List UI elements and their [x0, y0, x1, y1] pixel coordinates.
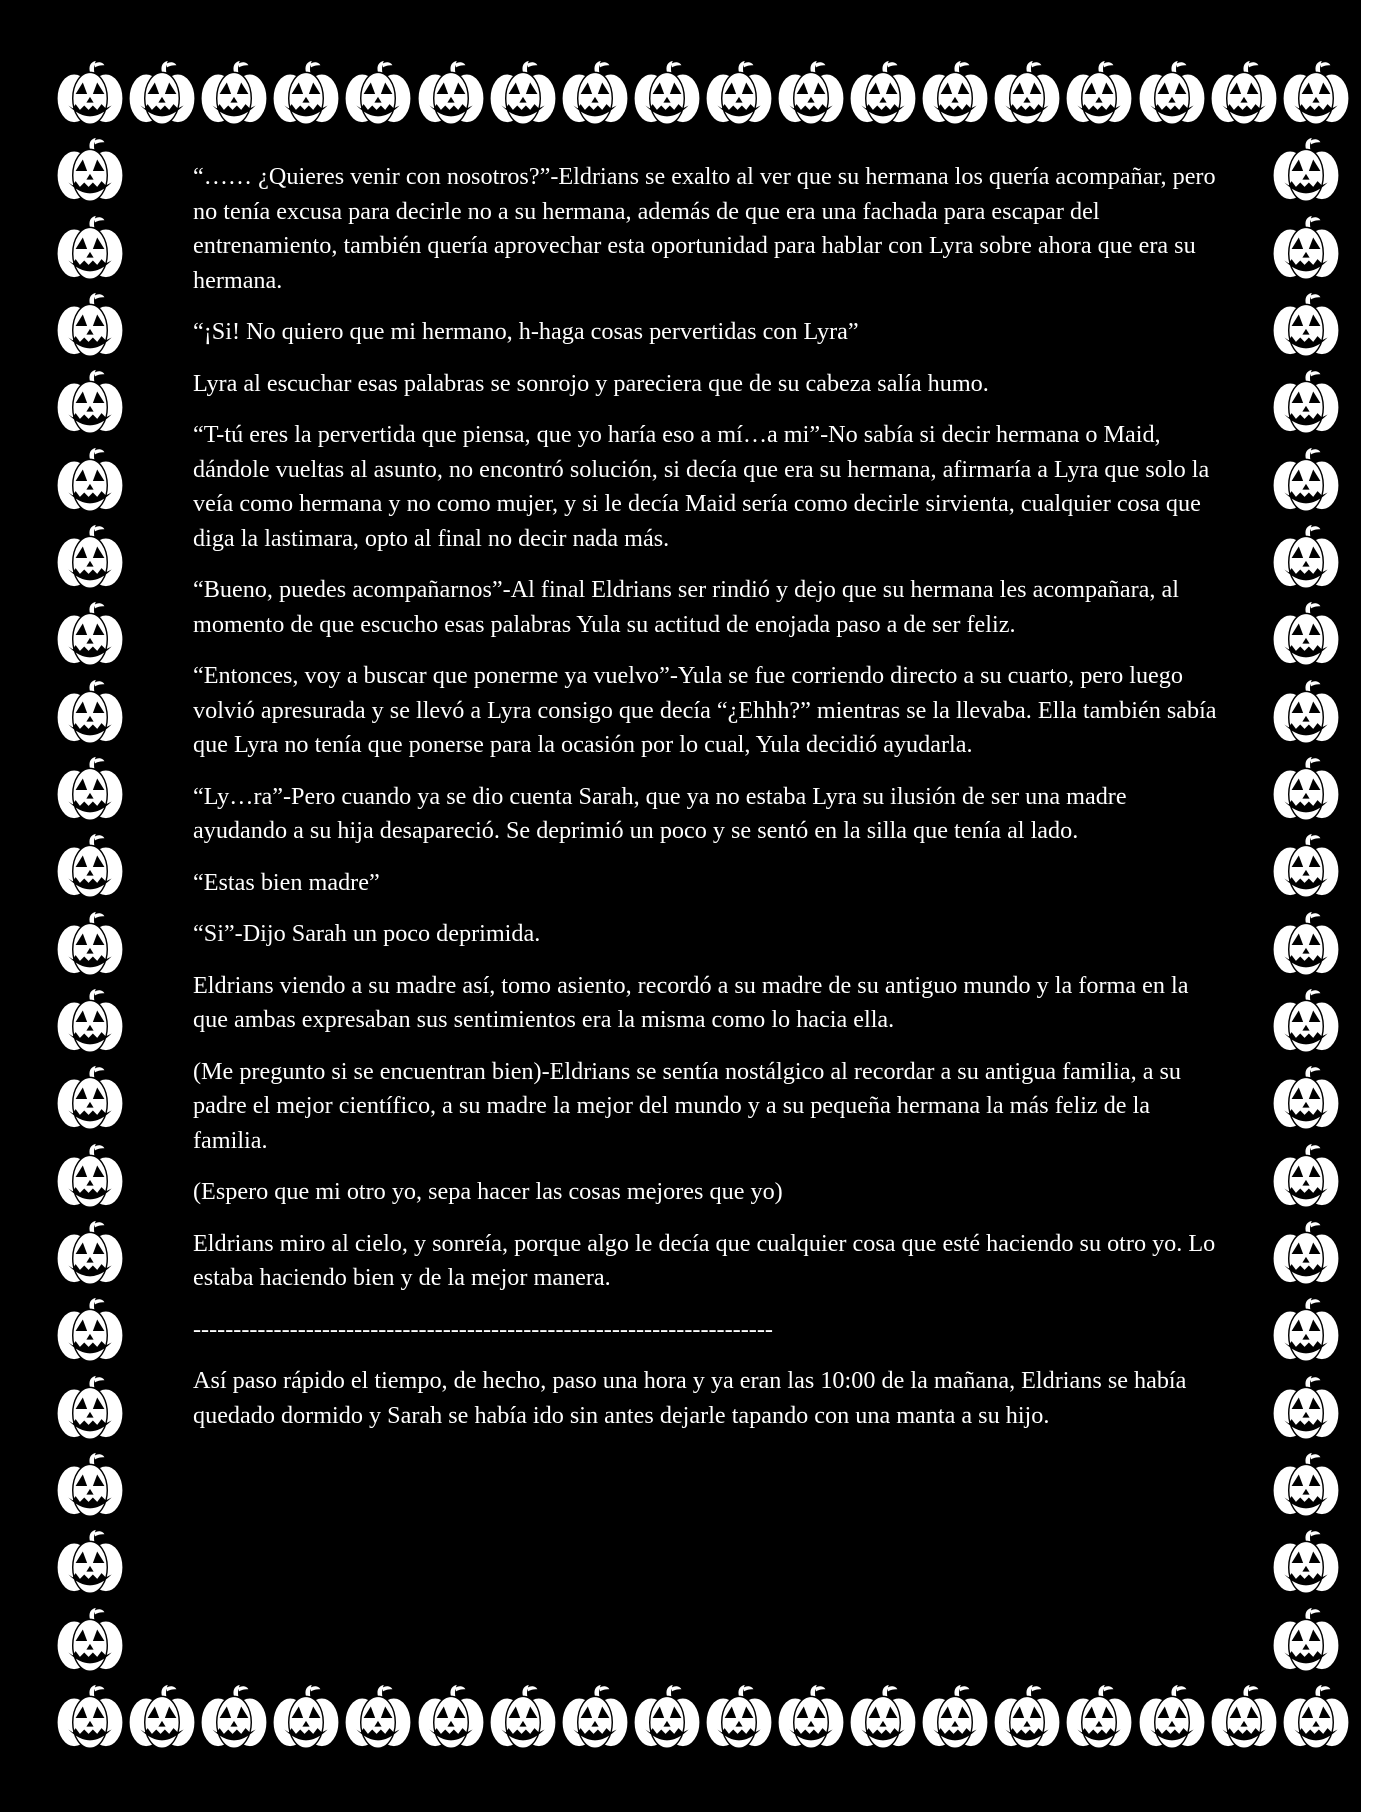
jack-o-lantern-icon — [1270, 1605, 1342, 1677]
jack-o-lantern-icon — [847, 58, 919, 130]
jack-o-lantern-icon — [631, 1682, 703, 1754]
jack-o-lantern-icon — [54, 1527, 126, 1599]
jack-o-lantern-icon — [54, 213, 126, 285]
jack-o-lantern-icon — [54, 1605, 126, 1677]
paragraph: “Si”-Dijo Sarah un poco deprimida. — [193, 920, 541, 947]
paragraph: “Ly…ra”-Pero cuando ya se dio cuenta Sarah, que ya no estaba Lyra su ilusión de ser una madre ayudando a su hija desapareció. Se deprimió un poco y se sentó en la silla que tenía al lado. — [193, 782, 1127, 844]
paragraph: (Espero que mi otro yo, sepa hacer las cosas mejores que yo) — [193, 1178, 783, 1205]
jack-o-lantern-icon — [54, 677, 126, 749]
jack-o-lantern-icon — [54, 599, 126, 671]
paragraph: “Bueno, puedes acompañarnos”-Al final Eldrians ser rindió y dejo que su hermana les acompañara, al momento de que escucho esas palabras Yula su actitud de enojada paso a de ser feliz. — [193, 576, 1179, 638]
paragraph: “T-tú eres la pervertida que piensa, que yo haría eso a mí…a mi”-No sabía si decir hermana o Maid, dándole vueltas al asunto, no encontró solución, si decía que era su hermana, afirmaría a Lyra que solo la veía como hermana y no como mujer, y si le decía Maid sería como decirle sirvienta, cualquier cosa que diga la lastimara, opto al final no decir nada más. — [193, 421, 1210, 552]
jack-o-lantern-icon — [703, 1682, 775, 1754]
jack-o-lantern-icon — [54, 445, 126, 517]
paragraph: “Entonces, voy a buscar que ponerme ya vuelvo”-Yula se fue corriendo directo a su cuarto, pero luego volvió apresurada y se llevó a Lyra consigo que decía “¿Ehhh?” mientras se la llevaba. Ella también sabía que Lyra no tenía que ponerse para la ocasión por lo cual, Yula decidió ayudarla. — [193, 662, 1217, 758]
jack-o-lantern-icon — [54, 1682, 126, 1754]
jack-o-lantern-icon — [1270, 1527, 1342, 1599]
paragraph: Así paso rápido el tiempo, de hecho, paso una hora y ya eran las 10:00 de la mañana, Eldrians se había quedado dormido y Sarah se había ido sin antes dejarle tapando con una manta a su hijo. — [193, 1367, 1187, 1429]
jack-o-lantern-icon — [919, 58, 991, 130]
jack-o-lantern-icon — [198, 1682, 270, 1754]
jack-o-lantern-icon — [54, 290, 126, 362]
jack-o-lantern-icon — [54, 1295, 126, 1367]
jack-o-lantern-icon — [1280, 58, 1352, 130]
paragraph: “Estas bien madre” — [193, 868, 380, 896]
section-separator: ------------------------------------------------------------------------ — [193, 1315, 773, 1343]
jack-o-lantern-icon — [1270, 1141, 1342, 1213]
jack-o-lantern-icon — [631, 58, 703, 130]
jack-o-lantern-icon — [54, 58, 126, 130]
jack-o-lantern-icon — [1270, 135, 1342, 207]
paragraph: “¡Si! No quiero que mi hermano, h-haga cosas pervertidas con Lyra” — [193, 318, 859, 345]
jack-o-lantern-icon — [1270, 445, 1342, 517]
jack-o-lantern-icon — [54, 1063, 126, 1135]
jack-o-lantern-icon — [703, 58, 775, 130]
jack-o-lantern-icon — [54, 367, 126, 439]
jack-o-lantern-icon — [54, 1373, 126, 1445]
jack-o-lantern-icon — [559, 58, 631, 130]
jack-o-lantern-icon — [54, 831, 126, 903]
jack-o-lantern-icon — [342, 1682, 414, 1754]
jack-o-lantern-icon — [559, 1682, 631, 1754]
jack-o-lantern-icon — [991, 1682, 1063, 1754]
paragraph: Lyra al escuchar esas palabras se sonrojo y pareciera que de su cabeza salía humo. — [193, 369, 989, 397]
jack-o-lantern-icon — [1270, 1450, 1342, 1522]
jack-o-lantern-icon — [991, 58, 1063, 130]
paragraph: (Me pregunto si se encuentran bien)-Eldrians se sentía nostálgico al recordar a su antigua familia, a su padre el mejor científico, a su madre la mejor del mundo y a su pequeña hermana la más feliz de la familia. — [193, 1057, 1181, 1154]
jack-o-lantern-icon — [1270, 522, 1342, 594]
jack-o-lantern-icon — [1280, 1682, 1352, 1754]
text-body — [193, 160, 1223, 1450]
jack-o-lantern-icon — [775, 58, 847, 130]
jack-o-lantern-icon — [919, 1682, 991, 1754]
jack-o-lantern-icon — [1208, 58, 1280, 130]
jack-o-lantern-icon — [1063, 58, 1135, 130]
jack-o-lantern-icon — [126, 58, 198, 130]
jack-o-lantern-icon — [342, 58, 414, 130]
jack-o-lantern-icon — [270, 1682, 342, 1754]
jack-o-lantern-icon — [1270, 754, 1342, 826]
jack-o-lantern-icon — [415, 1682, 487, 1754]
jack-o-lantern-icon — [1136, 1682, 1208, 1754]
jack-o-lantern-icon — [487, 1682, 559, 1754]
jack-o-lantern-icon — [1063, 1682, 1135, 1754]
jack-o-lantern-icon — [1270, 1063, 1342, 1135]
jack-o-lantern-icon — [198, 58, 270, 130]
jack-o-lantern-icon — [1208, 1682, 1280, 1754]
jack-o-lantern-icon — [54, 522, 126, 594]
jack-o-lantern-icon — [1270, 677, 1342, 749]
jack-o-lantern-icon — [1270, 290, 1342, 362]
jack-o-lantern-icon — [54, 135, 126, 207]
jack-o-lantern-icon — [1270, 831, 1342, 903]
paragraph: “…… ¿Quieres venir con nosotros?”-Eldrians se exalto al ver que su hermana los quería acompañar, pero no tenía excusa para decirle no a su hermana, además de que era una fachada para escapar del entrenamiento, también quería aprovechar esta oportunidad para hablar con Lyra sobre ahora que era su hermana. — [193, 163, 1216, 294]
jack-o-lantern-icon — [1270, 1295, 1342, 1367]
jack-o-lantern-icon — [54, 1450, 126, 1522]
jack-o-lantern-icon — [54, 1141, 126, 1213]
paragraph: Eldrians viendo a su madre así, tomo asiento, recordó a su madre de su antiguo mundo y la forma en la que ambas expresaban sus sentimientos era la misma como lo hacia ella. — [193, 971, 1189, 1033]
jack-o-lantern-icon — [54, 909, 126, 981]
jack-o-lantern-icon — [54, 754, 126, 826]
jack-o-lantern-icon — [126, 1682, 198, 1754]
jack-o-lantern-icon — [847, 1682, 919, 1754]
jack-o-lantern-icon — [1270, 909, 1342, 981]
jack-o-lantern-icon — [1270, 367, 1342, 439]
jack-o-lantern-icon — [1136, 58, 1208, 130]
jack-o-lantern-icon — [487, 58, 559, 130]
jack-o-lantern-icon — [1270, 986, 1342, 1058]
jack-o-lantern-icon — [1270, 1373, 1342, 1445]
jack-o-lantern-icon — [1270, 213, 1342, 285]
jack-o-lantern-icon — [415, 58, 487, 130]
jack-o-lantern-icon — [1270, 1218, 1342, 1290]
jack-o-lantern-icon — [54, 986, 126, 1058]
jack-o-lantern-icon — [1270, 599, 1342, 671]
paragraph: Eldrians miro al cielo, y sonreía, porque algo le decía que cualquier cosa que esté haciendo su otro yo. Lo estaba haciendo bien y de la mejor manera. — [193, 1229, 1216, 1291]
jack-o-lantern-icon — [270, 58, 342, 130]
jack-o-lantern-icon — [54, 1218, 126, 1290]
jack-o-lantern-icon — [775, 1682, 847, 1754]
